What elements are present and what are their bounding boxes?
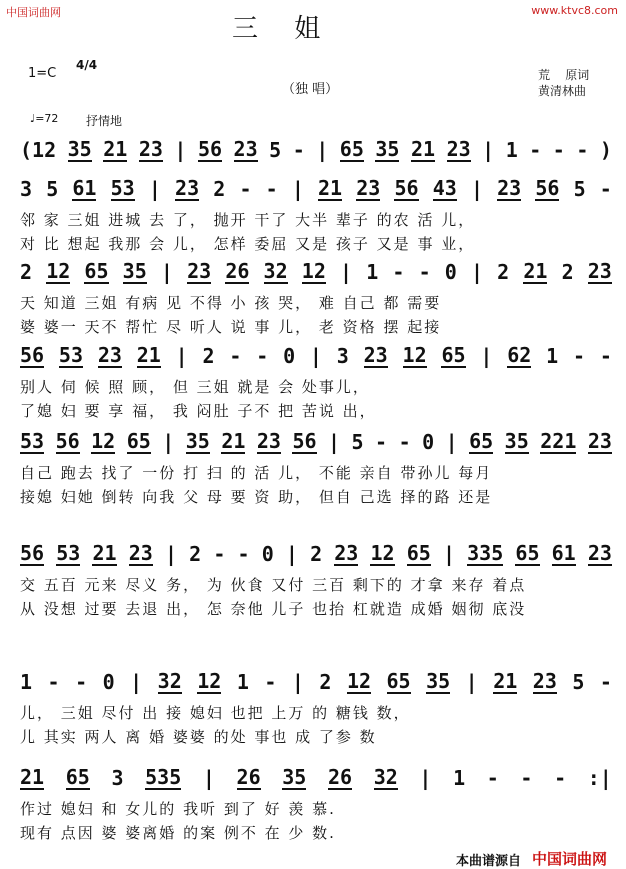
note-group: 5 <box>573 177 586 201</box>
barline: | <box>482 138 495 162</box>
barline: | <box>160 260 173 284</box>
note-group: 21 <box>221 429 246 453</box>
note-group: 535 <box>145 765 182 789</box>
note-group: - <box>239 177 252 201</box>
note-group: 26 <box>327 765 353 789</box>
barline: | <box>465 670 478 694</box>
note-group: 35 <box>67 137 92 161</box>
notation-line <box>20 540 612 568</box>
note-group: - <box>418 260 431 284</box>
lyric-verse-2: 接媳 妇她 倒转 向我 父 母 要 资 助， 但自 己选 择的路 还是 <box>20 488 493 506</box>
note-group: 1 <box>453 766 466 790</box>
note-group: 1 <box>20 670 33 694</box>
note-group: 21 <box>103 137 128 161</box>
notation-line <box>20 342 612 370</box>
note-group: 43 <box>432 176 457 200</box>
barline: | <box>316 138 329 162</box>
note-group: 56 <box>535 176 560 200</box>
tempo-mark: ♩=72 <box>30 112 59 125</box>
barline: | <box>480 344 493 368</box>
lyric-verse-1: 别人 伺 候 照 顾， 但 三姐 就是 会 处事儿， <box>20 378 370 396</box>
note-group: 65 <box>65 765 90 789</box>
note-group: 53 <box>20 429 45 453</box>
performance-note: （独 唱） <box>282 82 339 97</box>
footer-brand: 中国词曲网 <box>532 850 608 868</box>
note-group: 3 <box>20 177 33 201</box>
barline: | <box>174 138 187 162</box>
note-group: - <box>572 344 586 368</box>
notation-line <box>20 258 612 286</box>
note-group: 12 <box>346 669 372 693</box>
note-group: 35 <box>282 765 307 789</box>
note-group: 2 <box>561 260 574 284</box>
lyric-verse-2: 现有 点因 婆 婆离婚 的案 例不 在 少 数. <box>20 824 336 842</box>
barline: | <box>130 670 143 694</box>
note-group: 61 <box>72 176 97 200</box>
note-group: 21 <box>493 669 518 693</box>
note-group: 53 <box>110 176 135 200</box>
note-group: 53 <box>58 343 83 367</box>
note-group: 21 <box>136 343 161 367</box>
barline: | <box>148 177 161 201</box>
expression-mark: 抒情地 <box>86 114 123 128</box>
note-group: 23 <box>446 137 471 161</box>
note-group: 21 <box>318 176 343 200</box>
notation-line <box>20 136 612 164</box>
barline: | <box>340 260 353 284</box>
barline: | <box>162 430 175 454</box>
note-group: 23 <box>363 343 388 367</box>
note-group: 12 <box>91 429 116 453</box>
barline: | <box>291 670 304 694</box>
barline: | <box>175 344 188 368</box>
note-group: - <box>554 766 567 790</box>
note-group: 1 <box>546 344 559 368</box>
note-group: 335 <box>467 541 504 565</box>
note-group: - <box>264 670 277 694</box>
note-group: 56 <box>20 343 45 367</box>
notation-line <box>20 175 612 203</box>
note-group: 5 <box>269 138 282 162</box>
note-group: 21 <box>20 765 45 789</box>
note-group: - <box>599 177 612 201</box>
barline: | <box>470 177 483 201</box>
note-group: 65 <box>126 429 151 453</box>
note-group: 23 <box>128 541 153 565</box>
barline: | <box>309 344 322 368</box>
note-group: 23 <box>97 343 122 367</box>
barline: | <box>285 542 298 566</box>
note-group: 23 <box>532 669 557 693</box>
barline: | <box>442 542 455 566</box>
note-group: - <box>529 138 542 162</box>
key-signature: 1=C <box>28 66 57 81</box>
note-group: 12 <box>370 541 395 565</box>
watermark-right: www.ktvc8.com <box>531 4 618 17</box>
note-group: - <box>599 670 612 694</box>
note-group: 35 <box>426 669 451 693</box>
note-group: - <box>47 670 60 694</box>
note-group: 53 <box>56 541 81 565</box>
note-group: 23 <box>334 541 359 565</box>
barline: | <box>291 177 304 201</box>
note-group: 21 <box>523 259 548 283</box>
lyric-verse-1: 天 知道 三姐 有病 见 不得 小 孩 哭， 难 自己 都 需要 <box>20 294 442 312</box>
lyric-verse-1: 作过 媳妇 和 女儿的 我听 到了 好 羡 慕. <box>20 800 336 818</box>
lyric-verse-2: 从 没想 过要 去退 出， 怎 奈他 儿子 也抬 杠就造 成婚 姻彻 底没 <box>20 600 527 618</box>
note-group: 65 <box>406 541 431 565</box>
note-group: - <box>552 138 565 162</box>
lyricist-credit: 荒 原词 <box>538 68 590 82</box>
note-group: 35 <box>122 259 147 283</box>
note-group: 23 <box>187 259 212 283</box>
note-group: - <box>520 766 533 790</box>
note-group: 1 <box>236 670 249 694</box>
note-group: 32 <box>263 259 288 283</box>
note-group: - <box>375 430 388 454</box>
note-group: 2 <box>310 542 323 566</box>
note-group: - <box>213 542 226 566</box>
note-group: 32 <box>373 765 398 789</box>
notation-line <box>20 428 612 456</box>
note-group: 65 <box>515 541 540 565</box>
note-group: 23 <box>587 429 612 453</box>
note-group: - <box>392 260 405 284</box>
song-title: 三 姐 <box>232 14 335 44</box>
note-group: 56 <box>394 176 419 200</box>
note-group: 5 <box>572 670 585 694</box>
note-group: 35 <box>504 429 529 453</box>
note-group: - <box>265 177 278 201</box>
notation-line <box>20 764 612 792</box>
note-group: 61 <box>551 541 576 565</box>
barline: | <box>470 260 483 284</box>
note-group: - <box>237 542 250 566</box>
note-group: 0 <box>444 260 457 284</box>
note-group: 21 <box>410 137 436 161</box>
note-group: 12 <box>301 259 326 283</box>
watermark-left: 中国词曲网 <box>6 6 61 19</box>
lyric-verse-2: 儿 其实 两人 离 婚 婆婆 的处 事也 成 了参 数 <box>20 728 377 746</box>
time-signature: 4/4 <box>76 58 98 72</box>
note-group: 56 <box>197 137 223 161</box>
barline: | <box>328 430 341 454</box>
note-group: 1 <box>366 260 379 284</box>
note-group: 221 <box>540 429 577 453</box>
note-group: 26 <box>225 259 250 283</box>
footer-text: 本曲谱源自 <box>456 854 522 869</box>
note-group: 23 <box>356 176 381 200</box>
lyric-verse-1: 交 五百 元来 尽义 务， 为 伙食 又付 三百 剩下的 才拿 来存 着点 <box>20 576 527 594</box>
note-group: 0 <box>261 542 274 566</box>
note-group: 65 <box>441 343 466 367</box>
barline: | <box>164 542 177 566</box>
note-group: 56 <box>292 429 317 453</box>
lyric-verse-2: 婆 婆一 天不 帮忙 尽 听人 说 事 儿， 老 资格 摆 起接 <box>20 318 442 336</box>
note-group: - <box>229 344 242 368</box>
note-group: 3 <box>336 344 349 368</box>
note-group: 5 <box>351 430 364 454</box>
lyric-verse-2: 对 比 想起 我那 会 儿， 怎样 委屈 又是 孩子 又是 事 业， <box>20 235 476 253</box>
barline: :| <box>587 766 612 790</box>
note-group: 65 <box>339 137 364 161</box>
note-group: 26 <box>236 765 261 789</box>
note-group: 23 <box>175 176 200 200</box>
note-group: 21 <box>92 541 117 565</box>
note-group: 23 <box>138 137 163 161</box>
note-group: 56 <box>20 541 45 565</box>
note-group: - <box>398 430 411 454</box>
note-group: 23 <box>233 137 258 161</box>
note-group: - <box>576 138 589 162</box>
composer-credit: 黄清林曲 <box>538 84 587 98</box>
note-group: 35 <box>185 429 210 453</box>
notation-line <box>20 668 612 696</box>
note-group: - <box>75 670 88 694</box>
note-group: 23 <box>497 176 522 200</box>
note-group: - <box>292 138 305 162</box>
note-group: 0 <box>283 344 296 368</box>
note-group: 65 <box>386 669 411 693</box>
note-group: 2 <box>202 344 215 368</box>
note-group: 23 <box>256 429 281 453</box>
note-group: 23 <box>587 259 612 283</box>
note-group: 65 <box>469 429 494 453</box>
note-group: 65 <box>84 259 109 283</box>
barline: | <box>419 766 432 790</box>
note-group: - <box>486 766 499 790</box>
barline: | <box>202 766 215 790</box>
lyric-verse-2: 了媳 妇 要 享 福， 我 闷肚 子不 把 苦说 出， <box>20 402 377 420</box>
note-group: 2 <box>497 260 510 284</box>
note-group: 5 <box>46 177 59 201</box>
note-group: 2 <box>20 260 33 284</box>
note-group: 0 <box>422 430 435 454</box>
note-group: 56 <box>55 429 80 453</box>
barline: | <box>445 430 458 454</box>
note-group: - <box>256 344 269 368</box>
note-group: 23 <box>587 541 612 565</box>
note-group: 35 <box>375 137 400 161</box>
note-group: 1 <box>505 138 518 162</box>
note-group: 2 <box>213 177 226 201</box>
note-group: 12 <box>197 669 222 693</box>
note-group: 2 <box>189 542 202 566</box>
note-group: - <box>599 344 612 368</box>
lyric-verse-1: 儿， 三姐 尽付 出 接 媳妇 也把 上万 的 糖钱 数， <box>20 704 411 722</box>
note-group: 12 <box>46 259 71 283</box>
note-group: 2 <box>319 670 332 694</box>
lyric-verse-1: 邻 家 三姐 进城 去 了， 抛开 干了 大半 辈子 的农 活 儿， <box>20 211 476 229</box>
note-group: 0 <box>102 670 115 694</box>
note-group: 62 <box>507 343 532 367</box>
note-group: ) <box>599 138 612 162</box>
note-group: (12 <box>20 138 57 162</box>
note-group: 3 <box>111 766 124 790</box>
note-group: 12 <box>402 343 427 367</box>
lyric-verse-1: 自己 跑去 找了 一份 打 扫 的 活 儿， 不能 亲自 带孙儿 每月 <box>20 464 493 482</box>
note-group: 32 <box>157 669 182 693</box>
